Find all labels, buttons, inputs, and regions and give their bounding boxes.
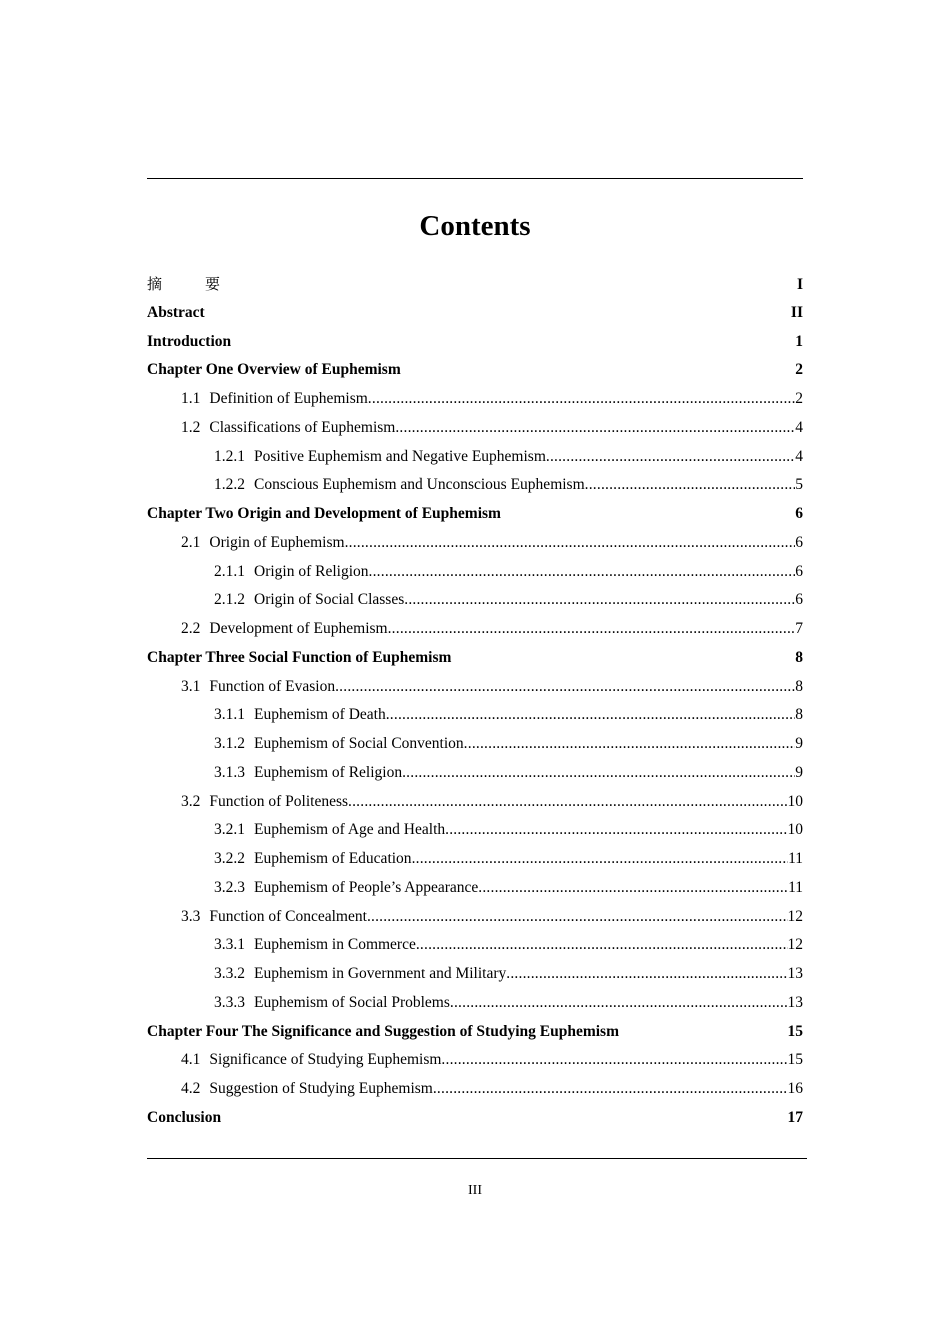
toc-entry-number: 2.1.1 bbox=[214, 562, 245, 580]
toc-entry-number: 3.1 bbox=[181, 677, 201, 695]
toc-dot-leader bbox=[368, 385, 795, 414]
toc-entry-number: 1.2.2 bbox=[214, 476, 245, 494]
toc-dot-leader bbox=[388, 615, 796, 644]
toc-dot-leader bbox=[433, 1075, 788, 1104]
toc-entry-page: 2 bbox=[795, 361, 803, 379]
toc-entry[interactable] bbox=[147, 730, 803, 759]
toc-entry-title: Function of Evasion bbox=[209, 677, 336, 695]
toc-entry[interactable] bbox=[147, 586, 803, 615]
toc-entry-page: 10 bbox=[787, 821, 803, 839]
toc-entry[interactable] bbox=[147, 414, 803, 443]
page-title: Contents bbox=[419, 210, 531, 242]
toc-entry-title: Chapter Two Origin and Development of Euphemism bbox=[147, 505, 501, 522]
toc-entry-title: Introduction bbox=[147, 332, 232, 350]
toc-entry-number: 3.2.2 bbox=[214, 850, 245, 867]
toc-entry-number: 1.1 bbox=[181, 390, 201, 407]
footer-rule bbox=[147, 1158, 807, 1159]
toc-entry-title: Euphemism of Religion bbox=[254, 763, 403, 781]
toc-dot-leader bbox=[464, 730, 796, 759]
toc-dot-leader bbox=[345, 529, 796, 558]
toc-entry-page: 6 bbox=[795, 562, 803, 580]
toc-entry-title: Chapter Four The Significance and Suggestion of Studying Euphemism bbox=[147, 1022, 619, 1040]
toc-entry-page: 6 bbox=[795, 533, 803, 551]
toc-entry-title: 摘 要 bbox=[147, 275, 235, 293]
toc-entry[interactable] bbox=[147, 644, 803, 673]
toc-entry-page: 1 bbox=[795, 332, 803, 350]
toc-dot-leader bbox=[585, 471, 796, 500]
toc-entry-title: Euphemism in Commerce bbox=[254, 936, 416, 954]
toc-entry[interactable] bbox=[147, 443, 803, 472]
toc-dot-leader bbox=[348, 788, 787, 817]
toc-entry-number: 4.2 bbox=[181, 1080, 201, 1097]
toc-entry-title: Euphemism of Age and Health bbox=[254, 821, 446, 839]
toc-entry-title: Euphemism of Death bbox=[254, 706, 386, 724]
toc-entry-title: Chapter One Overview of Euphemism bbox=[147, 361, 401, 379]
toc-entry[interactable] bbox=[147, 471, 803, 500]
toc-entry[interactable] bbox=[147, 500, 803, 529]
toc-entry-page: 11 bbox=[788, 850, 803, 867]
toc-entry[interactable] bbox=[147, 356, 803, 385]
toc-entry-page: 2 bbox=[795, 390, 803, 407]
toc-entry-number: 3.1.3 bbox=[214, 763, 245, 781]
toc-entry[interactable] bbox=[147, 1104, 803, 1133]
toc-entry[interactable] bbox=[147, 270, 803, 299]
toc-entry-page: 13 bbox=[787, 965, 803, 982]
toc-entry-page: 13 bbox=[787, 993, 803, 1011]
toc-entry-number: 3.2 bbox=[181, 792, 201, 810]
toc-entry-title: Origin of Religion bbox=[254, 562, 369, 580]
toc-entry[interactable] bbox=[147, 701, 803, 730]
toc-entry-title: Euphemism in Government and Military bbox=[254, 965, 507, 982]
toc-entry-title: Function of Concealment bbox=[209, 907, 367, 925]
toc-entry-title: Positive Euphemism and Negative Euphemism bbox=[254, 447, 546, 465]
page-number: III bbox=[468, 1183, 482, 1198]
toc-entry-page: 11 bbox=[788, 878, 803, 896]
toc-entry-number: 2.1.2 bbox=[214, 591, 245, 609]
table-of-contents bbox=[147, 270, 803, 1133]
toc-entry-title: Conclusion bbox=[147, 1108, 222, 1126]
toc-entry[interactable] bbox=[147, 558, 803, 587]
toc-dot-leader bbox=[441, 1046, 787, 1075]
toc-entry-number: 4.1 bbox=[181, 1051, 201, 1069]
toc-entry-page: 8 bbox=[795, 677, 803, 695]
toc-entry[interactable] bbox=[147, 989, 803, 1018]
toc-entry-page: 6 bbox=[795, 505, 803, 522]
toc-entry-title: Euphemism of Social Problems bbox=[254, 993, 450, 1011]
toc-dot-leader bbox=[546, 443, 795, 472]
toc-entry-page: 8 bbox=[795, 648, 803, 666]
toc-entry[interactable] bbox=[147, 816, 803, 845]
toc-entry-number: 1.2 bbox=[181, 418, 201, 436]
toc-entry[interactable] bbox=[147, 328, 803, 357]
toc-entry-page: 9 bbox=[795, 735, 803, 752]
toc-entry-title: Conscious Euphemism and Unconscious Euphemism bbox=[254, 476, 585, 494]
toc-entry-title: Origin of Social Classes bbox=[254, 591, 405, 609]
toc-dot-leader bbox=[367, 903, 788, 932]
toc-dot-leader bbox=[412, 845, 789, 874]
toc-entry-page: 4 bbox=[795, 418, 803, 436]
toc-entry-page: 12 bbox=[787, 907, 803, 925]
toc-entry[interactable] bbox=[147, 788, 803, 817]
toc-entry-title: Classifications of Euphemism bbox=[209, 418, 396, 436]
toc-entry[interactable] bbox=[147, 931, 803, 960]
toc-entry-number: 3.2.1 bbox=[214, 821, 245, 839]
toc-entry[interactable] bbox=[147, 960, 803, 989]
toc-entry[interactable] bbox=[147, 529, 803, 558]
toc-entry-page: I bbox=[796, 276, 803, 293]
toc-entry-page: 5 bbox=[795, 476, 803, 494]
toc-entry[interactable] bbox=[147, 615, 803, 644]
toc-entry[interactable] bbox=[147, 1018, 803, 1047]
toc-entry-number: 3.1.2 bbox=[214, 735, 245, 752]
toc-entry-title: Euphemism of Education bbox=[254, 850, 412, 867]
toc-dot-leader bbox=[395, 414, 795, 443]
toc-entry-number: 3.3.3 bbox=[214, 993, 245, 1011]
toc-entry-page: 15 bbox=[787, 1022, 803, 1040]
toc-dot-leader bbox=[335, 673, 795, 702]
toc-dot-leader bbox=[402, 759, 795, 788]
toc-dot-leader bbox=[445, 816, 787, 845]
toc-entry[interactable] bbox=[147, 759, 803, 788]
toc-entry-title: Definition of Euphemism bbox=[209, 390, 368, 407]
toc-entry-page: 15 bbox=[787, 1051, 803, 1069]
toc-entry[interactable] bbox=[147, 845, 803, 874]
toc-entry-title: Development of Euphemism bbox=[209, 620, 388, 637]
toc-entry-number: 3.3 bbox=[181, 907, 201, 925]
toc-entry[interactable] bbox=[147, 673, 803, 702]
toc-entry-number: 1.2.1 bbox=[214, 447, 245, 465]
toc-entry-page: 17 bbox=[787, 1108, 803, 1126]
toc-dot-leader bbox=[450, 989, 788, 1018]
toc-entry[interactable] bbox=[147, 299, 803, 328]
toc-entry-title: Euphemism of People’s Appearance bbox=[254, 878, 479, 896]
toc-entry-number: 3.3.2 bbox=[214, 965, 245, 982]
toc-entry-page: 8 bbox=[795, 706, 803, 724]
toc-entry-title: Origin of Euphemism bbox=[209, 533, 345, 551]
toc-entry-page: 7 bbox=[795, 620, 803, 637]
toc-entry-page: 16 bbox=[787, 1080, 803, 1097]
toc-entry[interactable] bbox=[147, 1046, 803, 1075]
toc-dot-leader bbox=[369, 558, 796, 587]
toc-entry[interactable] bbox=[147, 874, 803, 903]
toc-dot-leader bbox=[386, 701, 796, 730]
toc-entry[interactable] bbox=[147, 903, 803, 932]
toc-dot-leader bbox=[506, 960, 787, 989]
toc-entry-title: Abstract bbox=[147, 303, 205, 321]
toc-entry-number: 2.2 bbox=[181, 620, 201, 637]
toc-entry-page: II bbox=[790, 303, 803, 321]
toc-entry[interactable] bbox=[147, 1075, 803, 1104]
toc-entry-number: 3.2.3 bbox=[214, 878, 245, 896]
toc-entry-title: Euphemism of Social Convention bbox=[254, 735, 464, 752]
toc-entry-title: Significance of Studying Euphemism bbox=[209, 1051, 442, 1069]
toc-entry[interactable] bbox=[147, 385, 803, 414]
toc-entry-page: 9 bbox=[795, 763, 803, 781]
toc-entry-number: 3.1.1 bbox=[214, 706, 245, 724]
toc-dot-leader bbox=[478, 874, 788, 903]
toc-entry-page: 6 bbox=[795, 591, 803, 609]
toc-entry-title: Suggestion of Studying Euphemism bbox=[209, 1080, 433, 1097]
toc-entry-page: 10 bbox=[787, 792, 803, 810]
toc-dot-leader bbox=[404, 586, 795, 615]
toc-entry-title: Chapter Three Social Function of Euphemism bbox=[147, 648, 452, 666]
toc-entry-number: 3.3.1 bbox=[214, 936, 245, 954]
toc-dot-leader bbox=[416, 931, 788, 960]
toc-entry-number: 2.1 bbox=[181, 533, 201, 551]
header-rule bbox=[147, 178, 803, 179]
toc-entry-page: 12 bbox=[787, 936, 803, 954]
toc-entry-title: Function of Politeness bbox=[209, 792, 349, 810]
toc-entry-page: 4 bbox=[795, 447, 803, 465]
